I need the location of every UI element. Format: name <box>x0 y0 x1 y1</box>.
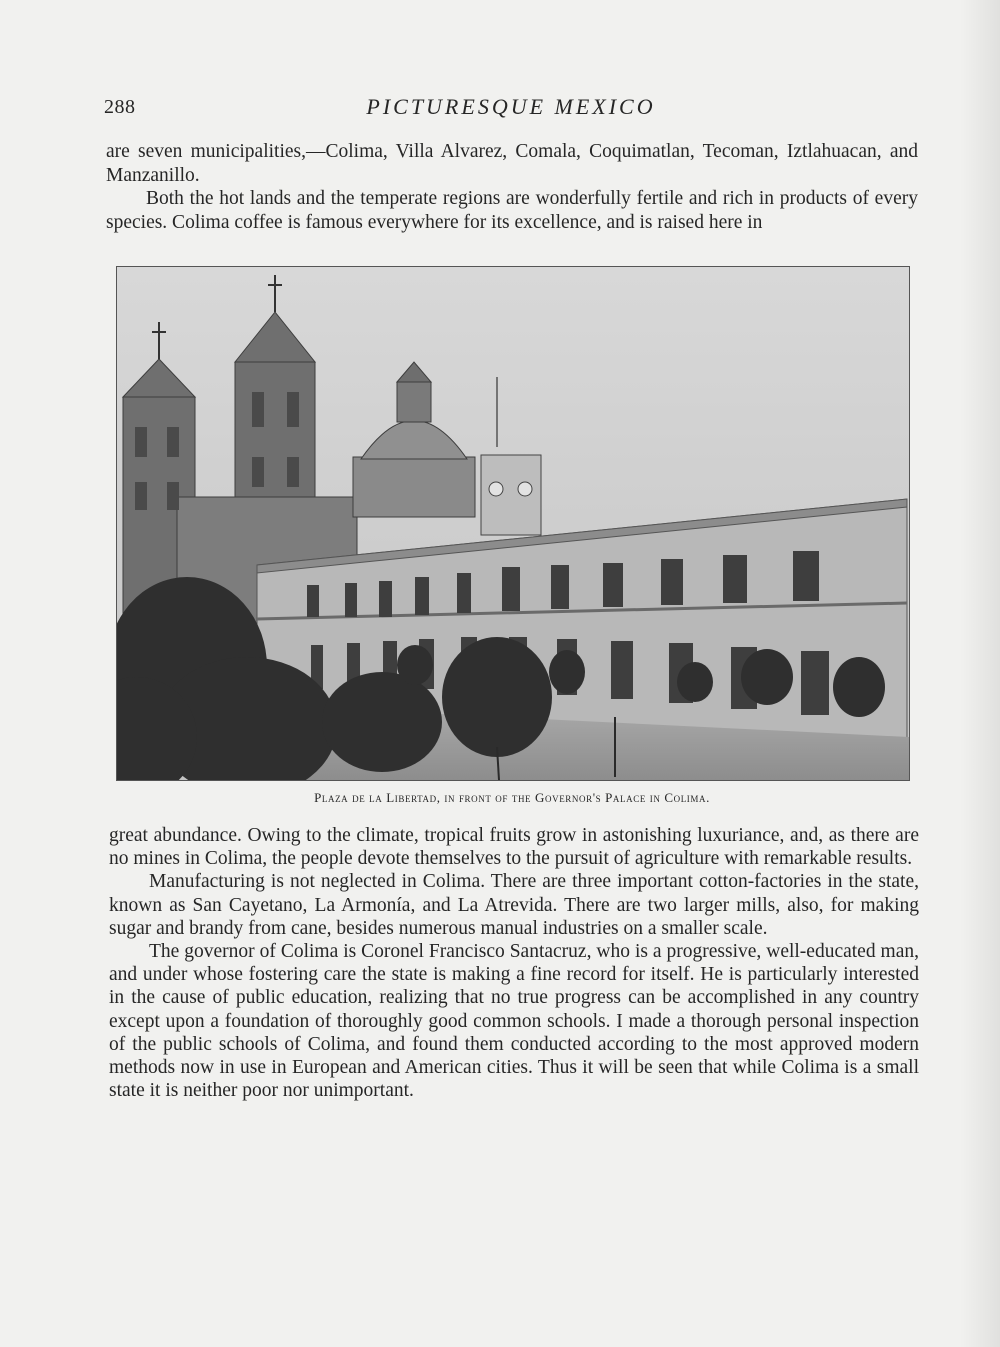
page-gutter-shadow <box>960 0 1000 1347</box>
running-title: PICTURESQUE MEXICO <box>366 94 656 119</box>
paragraph: are seven municipalities,—Colima, Villa Alvarez, Comala, Coquimatlan, Tecoman, Iztlahuacan, and Manzanillo. <box>106 141 918 186</box>
page-number: 288 <box>104 96 136 118</box>
paragraph: Both the hot lands and the temperate regions are wonderfully fertile and rich in products of every species. Colima coffee is famous everywhere for its excellence, and is raised here in <box>106 188 918 233</box>
governors-palace-photo <box>117 267 909 780</box>
paragraph: The governor of Colima is Coronel Francisco Santacruz, who is a progressive, well-educated man, and under whose fostering care the state is making a fine record for itself. He is particularly interested in the cause of public education, realizing that no true progress can be accomplished in any country except upon a foundation of thoroughly good common schools. I made a thorough personal inspection of the public schools of Colima, and found them conducted according to the most approved modern methods now in use in European and American cities. Thus it will be seen that while Colima is a small state it is neither poor nor unimportant. <box>109 941 919 1102</box>
photo-plate <box>116 266 910 781</box>
paragraph: great abundance. Owing to the climate, tropical fruits grow in astonishing luxuriance, and, as there are no mines in Colima, the people devote themselves to the pursuit of agriculture with remarkable results. <box>109 825 919 870</box>
paragraph: Manufacturing is not neglected in Colima. There are three important cotton-factories in the state, known as San Cayetano, La Armonía, and La Atrevida. There are two larger mills, also, for making sugar and brandy from cane, besides numerous manual industries on a smaller scale. <box>109 871 919 939</box>
page-header <box>104 94 918 124</box>
figure-caption: Plaza de la Libertad, in front of the Governor's Palace in Colima. <box>314 790 710 805</box>
body-text-top <box>106 140 918 234</box>
body-text-bottom <box>109 824 919 1102</box>
